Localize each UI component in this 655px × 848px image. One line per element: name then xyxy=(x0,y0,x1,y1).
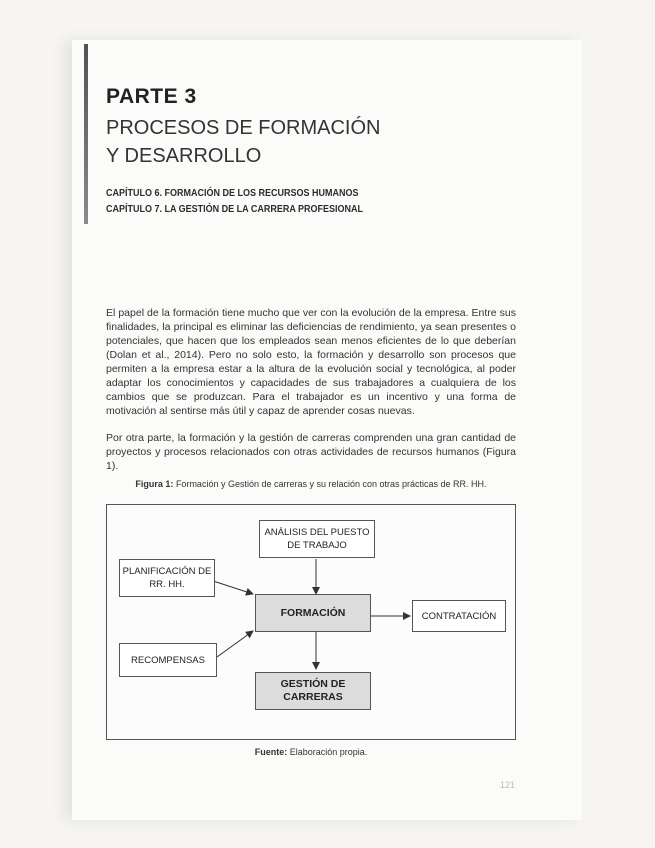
box-recompensas: RECOMPENSAS xyxy=(119,643,217,677)
box-contratacion: CONTRATACIÓN xyxy=(412,600,506,632)
diagram xyxy=(106,504,516,740)
box-formacion: FORMACIÓN xyxy=(255,594,371,632)
figure-caption-label: Figura 1: xyxy=(135,479,174,489)
chapter-item-6: CAPÍTULO 6. FORMACIÓN DE LOS RECURSOS HUMANOS xyxy=(106,188,359,199)
box-planificacion: PLANIFICACIÓN DE RR. HH. xyxy=(119,559,215,597)
body-paragraph-1: El papel de la formación tiene mucho que ver con la evolución de la empresa. Entre sus finalidades, la principal es eliminar las deficiencias de rendimiento, ya sean presentes o potenciales, que hacen que los empleados sean menos eficientes de lo que deberían (Dolan et al., 2014). Pero no solo esto, la formación y desarrollo son procesos que permiten a la empresa estar a la altura de la evolución social y tecnológica, al poder adaptar los conocimientos y capacidades de sus trabajadores a cualquiera de los cambios que se produzcan. Para el trabajador es un incentivo y una forma de motivación al sentirse más útil y capaz de aprender cosas nuevas. xyxy=(106,306,516,417)
part-title-line1: PROCESOS DE FORMACIÓN xyxy=(106,117,381,139)
figure-caption xyxy=(106,479,516,489)
part-label: PARTE 3 xyxy=(106,85,197,108)
part-title xyxy=(106,114,466,170)
figure-source-text: Elaboración propia. xyxy=(287,747,368,757)
chapter-list xyxy=(106,186,363,218)
page-spine-shadow xyxy=(84,44,88,224)
box-analisis-puesto: ANÁLISIS DEL PUESTO DE TRABAJO xyxy=(259,520,375,558)
body-paragraph-2: Por otra parte, la formación y la gestión de carreras comprenden una gran cantidad de proyectos y procesos relacionados con otras actividades de recursos humanos (Figura 1). xyxy=(106,431,516,472)
arrow-recompensas-formacion xyxy=(217,631,253,657)
page-number: 121 xyxy=(500,780,516,790)
part-title-line2: Y DESARROLLO xyxy=(106,145,262,167)
chapter-item-7: CAPÍTULO 7. LA GESTIÓN DE LA CARRERA PROFESIONAL xyxy=(106,204,364,215)
figure-source-label: Fuente: xyxy=(254,747,288,757)
figure-caption-text: Formación y Gestión de carreras y su relación con otras prácticas de RR. HH. xyxy=(173,479,487,489)
box-gestion-carreras: GESTIÓN DE CARRERAS xyxy=(255,672,371,710)
figure-source xyxy=(106,747,516,757)
